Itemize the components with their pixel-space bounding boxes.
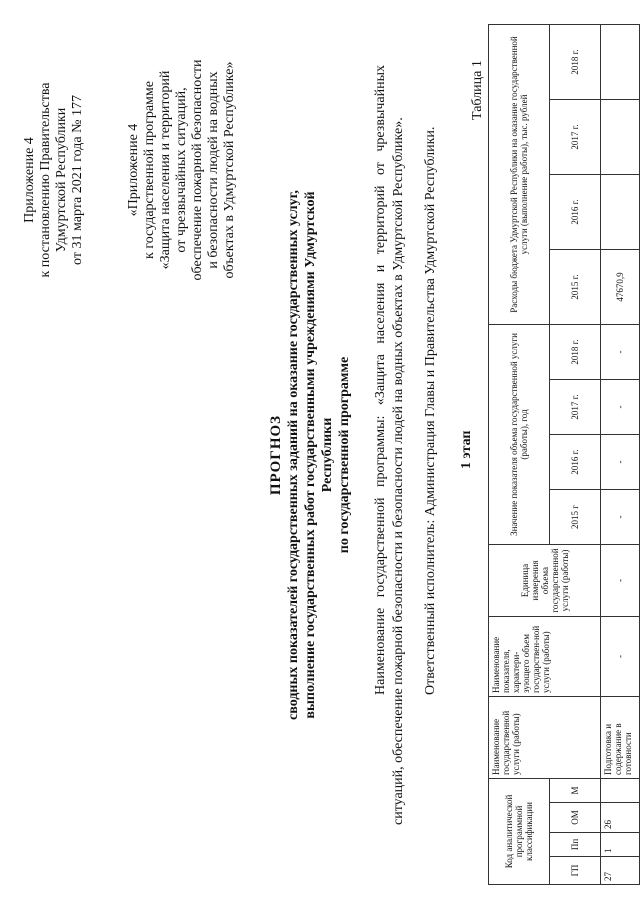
- annex-decree-line: к постановлению Правительства: [38, 82, 53, 278]
- cell-pp: 1: [601, 833, 640, 857]
- header-volume: Значение показателя объема государственной услуги (работы), год: [489, 324, 550, 544]
- cell-value: -: [601, 324, 640, 379]
- header-year: 2018 г.: [550, 24, 601, 99]
- annex-decree-block: [22, 80, 86, 280]
- header-budget: Расходы бюджета Удмуртской Республики на оказание государственной услуги (выполнение работы), тыс. рублей: [489, 24, 550, 324]
- cell-budget: [601, 99, 640, 174]
- cell-om: 26: [601, 803, 640, 833]
- cell-budget: [601, 24, 640, 99]
- annex-decree-line: от 31 марта 2021 года № 177: [70, 95, 85, 265]
- cell-service: Подготовка и содержание в готовности: [601, 697, 640, 779]
- header-year: 2015 г: [550, 490, 601, 545]
- title-line: сводных показателей государственных заданий на оказание государственных услуг,: [286, 190, 301, 720]
- header-year: 2015 г.: [550, 249, 601, 324]
- annex-decree-line: Удмуртской Республики: [54, 107, 69, 253]
- annex-decree-line: Приложение 4: [22, 137, 37, 223]
- program-name-paragraph: Наименование государственной программы: «Защита населения и территорий от чрезвычайных ситуаций, обеспечение пожарной безопасности и безопасности людей на водных объектах в Удмуртской Республике».: [373, 65, 406, 825]
- document-title: [268, 165, 353, 745]
- cell-value: -: [601, 435, 640, 490]
- cell-unit: -: [601, 545, 640, 617]
- header-pp: Пп: [550, 833, 601, 857]
- table-header-row: [489, 24, 550, 884]
- header-year: 2018 г.: [550, 324, 601, 379]
- cell-value: -: [601, 490, 640, 545]
- title-line: выполнение государственных работ государственными учреждениями Удмуртской Республики: [303, 191, 335, 719]
- table-label: Таблица 1: [470, 60, 485, 120]
- title-heading: ПРОГНОЗ: [268, 414, 284, 496]
- header-gp: ГП: [550, 857, 601, 885]
- stage-heading: 1 этап: [459, 430, 474, 469]
- header-year: 2017 г.: [550, 380, 601, 435]
- cell-indicator: -: [601, 617, 640, 697]
- header-service: Наименование государственной услуги (работы): [489, 697, 601, 779]
- cell-value: -: [601, 380, 640, 435]
- cell-budget: 47670,9: [601, 249, 640, 324]
- header-code: Код аналитической программной классификации: [489, 779, 550, 885]
- cell-m: [601, 779, 640, 803]
- annex-program-line: объектах в Удмуртской Республике»: [222, 61, 237, 279]
- annex-program-line: от чрезвычайных ситуаций,: [174, 87, 189, 253]
- annex-program-line: и безопасности людей на водных: [206, 71, 221, 269]
- header-om: ОМ: [550, 803, 601, 833]
- annex-program-line: обеспечение пожарной безопасности: [190, 59, 205, 281]
- header-year: 2016 г.: [550, 174, 601, 249]
- header-year: 2016 г.: [550, 435, 601, 490]
- cell-budget: [601, 174, 640, 249]
- annex-program-block: [126, 45, 238, 295]
- header-m: М: [550, 779, 601, 803]
- annex-program-line: «Защита населения и территорий: [158, 70, 173, 270]
- header-indicator: Наименование показателя, характери-зующего объем государствен-ной услуги (работы): [489, 617, 601, 697]
- annex-program-line: «Приложение 4: [126, 123, 141, 217]
- forecast-table: [488, 24, 640, 885]
- header-unit: Единица измерения объема государственной услуги (работы): [489, 545, 601, 617]
- annex-program-line: к государственной программе: [142, 81, 157, 259]
- cell-gp: 27: [601, 857, 640, 885]
- table-row: [601, 24, 640, 884]
- header-year: 2017 г.: [550, 99, 601, 174]
- title-line: по государственной программе: [337, 356, 352, 554]
- responsible-executor: Ответственный исполнитель: Администрация Главы и Правительства Удмуртской Республики.: [423, 126, 438, 695]
